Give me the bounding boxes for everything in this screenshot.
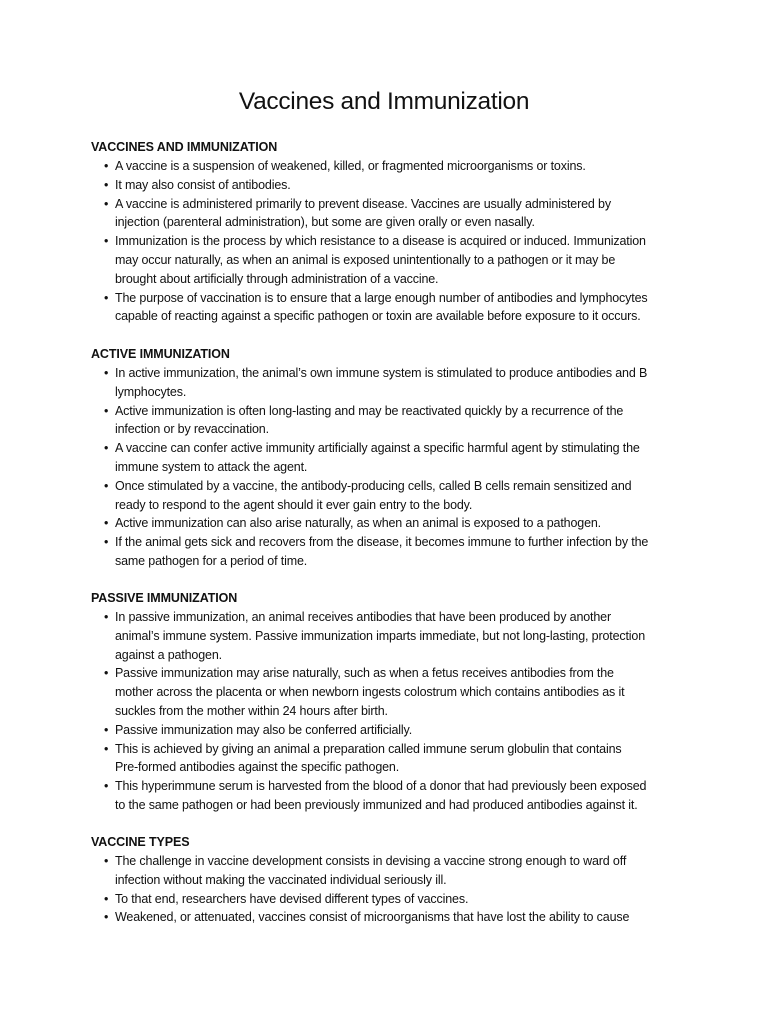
bullet-icon: •: [104, 159, 109, 173]
bullet-icon: •: [104, 196, 109, 211]
list-item-text: animal’s immune system. Passive immunization imparts immediate, but not long-lasting, protection: [115, 628, 646, 643]
bullet-icon: •: [104, 535, 109, 550]
list-item-text: In passive immunization, an animal receives antibodies that have been produced by another: [115, 610, 611, 624]
list-item-text: injection (parenteral administration), but some are given orally or even nasally.: [115, 215, 535, 230]
section-heading: VACCINE TYPES: [91, 835, 190, 849]
list-item: [91, 514, 691, 533]
bullet-list: [91, 364, 691, 571]
bullet-icon: •: [104, 666, 109, 681]
list-item: [91, 439, 691, 477]
list-item-text: The challenge in vaccine development consists in devising a vaccine strong enough to ward off: [115, 854, 627, 868]
list-item: [91, 608, 691, 664]
bullet-list: [91, 852, 691, 927]
list-item: [91, 402, 691, 440]
bullet-icon: •: [104, 779, 109, 794]
list-item-text: If the animal gets sick and recovers from the disease, it becomes immune to further infection by the: [115, 535, 649, 550]
bullet-icon: •: [104, 478, 109, 493]
list-item: [91, 740, 691, 778]
section-heading: VACCINES AND IMMUNIZATION: [91, 140, 278, 154]
list-item-text: brought about artificially through administration of a vaccine.: [115, 271, 439, 286]
list-item-text: capable of reacting against a specific pathogen or toxin are available before exposure to it occurs.: [115, 309, 641, 324]
list-item-text: It may also consist of antibodies.: [115, 177, 291, 192]
list-item: [91, 664, 691, 720]
list-item-text: against a pathogen.: [115, 647, 222, 662]
list-item-text: A vaccine is a suspension of weakened, killed, or fragmented microorganisms or toxins.: [115, 159, 586, 173]
list-item-text: to the same pathogen or had been previously immunized and had produced antibodies against it.: [115, 797, 638, 812]
list-item: [91, 721, 691, 740]
list-item-text: infection or by revaccination.: [115, 422, 269, 437]
list-item-text: A vaccine can confer active immunity artificially against a specific harmful agent by stimulating the: [115, 441, 640, 456]
list-item: [91, 364, 691, 402]
list-item: [91, 777, 691, 815]
list-item-text: Active immunization can also arise naturally, as when an animal is exposed to a pathogen.: [115, 516, 602, 531]
list-item-text: immune system to attack the agent.: [115, 459, 308, 474]
list-item-text: Pre-formed antibodies against the specific pathogen.: [115, 760, 400, 775]
list-item: [91, 908, 691, 927]
list-item: [91, 157, 691, 176]
list-item-text: The purpose of vaccination is to ensure that a large enough number of antibodies and lymphocytes: [115, 290, 648, 305]
section-active-immunization: [91, 345, 691, 571]
bullet-list: [91, 608, 691, 815]
bullet-icon: •: [104, 891, 109, 906]
section-passive-immunization: [91, 589, 691, 815]
section-heading: PASSIVE IMMUNIZATION: [91, 591, 238, 605]
list-item-text: suckles from the mother within 24 hours after birth.: [115, 703, 388, 718]
list-item-text: A vaccine is administered primarily to prevent disease. Vaccines are usually administered by: [115, 196, 611, 211]
list-item-text: Immunization is the process by which resistance to a disease is acquired or induced. Immunization: [115, 234, 646, 249]
section-heading: ACTIVE IMMUNIZATION: [91, 347, 230, 361]
list-item-text: Passive immunization may arise naturally, such as when a fetus receives antibodies from the: [115, 666, 614, 681]
bullet-icon: •: [104, 403, 109, 418]
list-item-text: This is achieved by giving an animal a preparation called immune serum globulin that contains: [115, 741, 622, 756]
bullet-icon: •: [104, 722, 109, 737]
bullet-icon: •: [104, 441, 109, 456]
list-item: [91, 232, 691, 288]
list-item-text: may occur naturally, as when an animal is exposed unintentionally to a pathogen or it may be: [115, 252, 616, 267]
bullet-icon: •: [104, 910, 109, 925]
list-item: [91, 477, 691, 515]
list-item-text: In active immunization, the animal’s own immune system is stimulated to produce antibodies and B: [115, 366, 648, 380]
bullet-icon: •: [104, 854, 109, 868]
bullet-icon: •: [104, 290, 109, 305]
list-item-text: lymphocytes.: [115, 384, 187, 399]
bullet-icon: •: [104, 741, 109, 756]
section-vaccine-types: [91, 833, 691, 927]
list-item-text: same pathogen for a period of time.: [115, 553, 308, 568]
bullet-icon: •: [104, 610, 109, 624]
list-item: [91, 289, 691, 327]
bullet-icon: •: [104, 516, 109, 531]
list-item-text: mother across the placenta or when newborn ingests colostrum which contains antibodies as it: [115, 685, 625, 700]
list-item-text: Active immunization is often long-lasting and may be reactivated quickly by a recurrence of the: [115, 403, 624, 418]
list-item-text: Once stimulated by a vaccine, the antibody-producing cells, called B cells remain sensitized and: [115, 478, 632, 493]
list-item-text: This hyperimmune serum is harvested from the blood of a donor that had previously been exposed: [115, 779, 647, 794]
list-item: [91, 176, 691, 195]
list-item-text: infection without making the vaccinated individual seriously ill.: [115, 872, 447, 887]
list-item: [91, 195, 691, 233]
list-item: [91, 890, 691, 909]
list-item: [91, 852, 691, 890]
list-item-text: ready to respond to the agent should it ever gain entry to the body.: [115, 497, 473, 512]
list-item: [91, 533, 691, 571]
bullet-icon: •: [104, 366, 109, 380]
list-item-text: Passive immunization may also be conferred artificially.: [115, 722, 413, 737]
list-item-text: Weakened, or attenuated, vaccines consist of microorganisms that have lost the ability to cause: [115, 910, 630, 925]
bullet-list: [91, 157, 691, 326]
list-item-text: To that end, researchers have devised different types of vaccines.: [115, 891, 469, 906]
bullet-icon: •: [104, 234, 109, 249]
page-title: Vaccines and Immunization: [238, 88, 530, 115]
section-vaccines-and-immunization: [91, 138, 691, 326]
bullet-icon: •: [104, 177, 109, 192]
